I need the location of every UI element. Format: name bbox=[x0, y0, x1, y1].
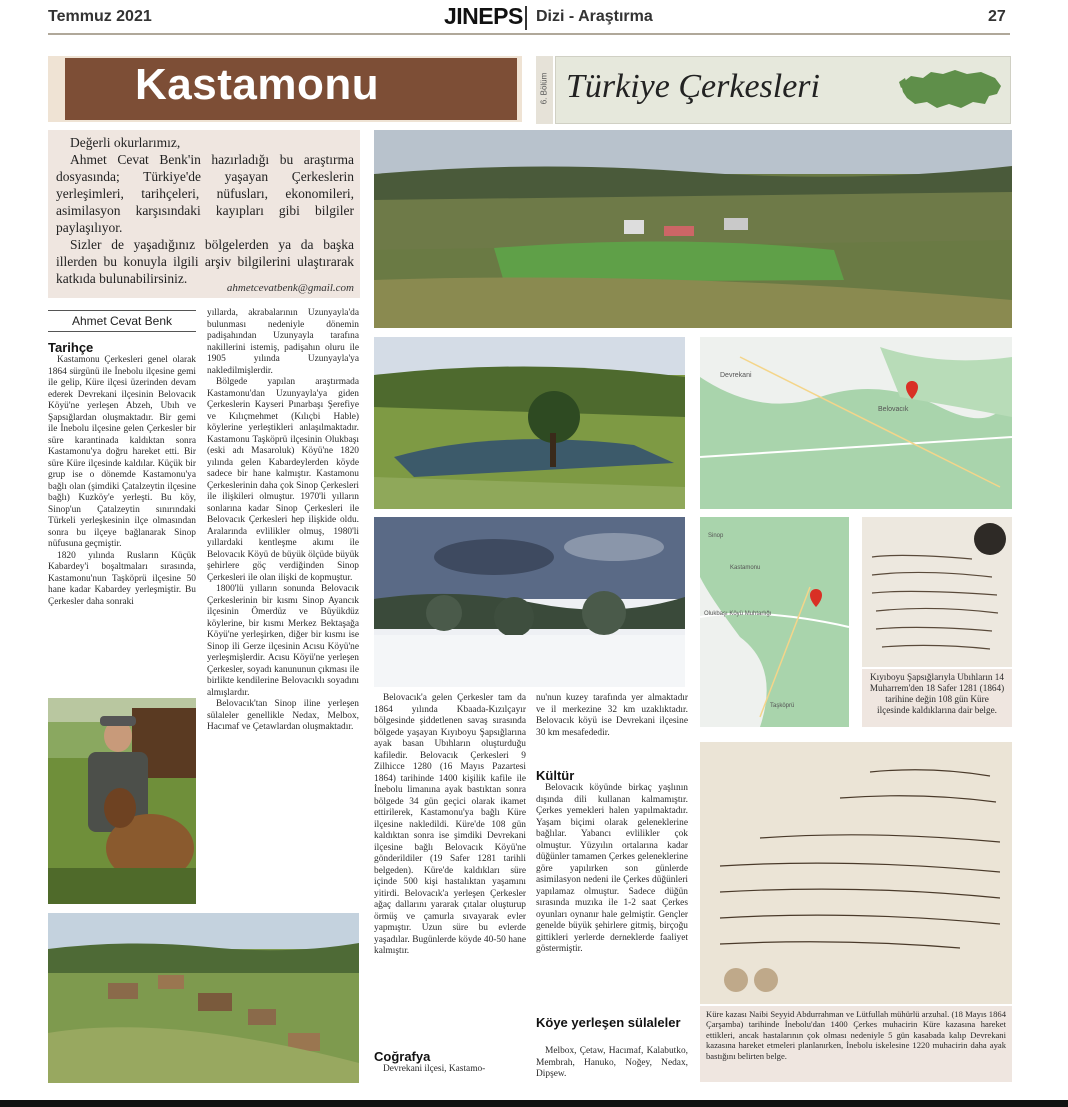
author-rule bbox=[48, 310, 196, 311]
header-separator bbox=[525, 6, 527, 30]
column-2 bbox=[207, 308, 359, 904]
series-title: Türkiye Çerkesleri bbox=[566, 68, 820, 105]
article-title: Kastamonu bbox=[135, 60, 380, 109]
column-1 bbox=[48, 355, 196, 691]
author-name: Ahmet Cevat Benk bbox=[71, 314, 173, 328]
photo-belovacik-landscape bbox=[374, 130, 1012, 328]
map-label: Sinop bbox=[708, 533, 724, 539]
column-3 bbox=[374, 693, 526, 1051]
newspaper-logo: JINEPS bbox=[444, 3, 523, 29]
header-rule bbox=[48, 33, 1010, 35]
map-label: Taşköprü bbox=[770, 703, 795, 709]
caption-doc-1: Kıyıboyu Şapsığlarıyla Ubıhların 14 Muharrem'den 18 Safer 1281 (1864) tarihine değin 108 gün Küre ilçesinde kaldıklarına dair belge. bbox=[862, 669, 1012, 727]
heading-cografya: Coğrafya bbox=[374, 1049, 431, 1064]
issue-date: Temmuz 2021 bbox=[48, 8, 152, 25]
turkey-map-icon bbox=[897, 62, 1005, 118]
column-4-culture bbox=[536, 783, 688, 1009]
paragraph: Belovacık köyünde birkaç yaşlının dışında dili kullanan kalmamıştır. Çerkes yemekleri halen yapılmaktadır. Yaşam biçimi olarak geleneklerine bağlılar. Yabancı evlilikler çok olmuştur. Yüzyılın ortalarına kadar düğünler tamamen Çerkes geleneklerine göre yapılırken son günlerde asimilasyon nedeni ile Çerkes düğünleri yapılamaz olmuştur. Sadece düğün sırasında muzıka ile 1-2 saat Çerkes oyunları oynanır hale gelmiştir. Gençler genelde büyük şehirlere gitmiş, birçoğu gittikleri yerlerde derneklerde faaliyet göstermiştir. bbox=[536, 783, 688, 954]
paragraph: Devrekani ilçesi, Kastamo- bbox=[383, 1064, 486, 1074]
map-label: Belovacık bbox=[878, 406, 909, 413]
intro-paragraph: Değerli okurlarımız, bbox=[70, 135, 181, 150]
photo-village-houses bbox=[48, 913, 359, 1083]
caption-doc-2: Küre kazası Naibi Seyyid Abdurrahman ve Lütfullah mühürlü arzuhal. (18 Mayıs 1864 Çarşamba) tarihinde İnebolu'dan 1400 Çerkes muhacirin Küre kazasına hareket ettikleri, ancak hastalarının çok olması nedeniyle 5 gün kasabada kalıp Devrekani kazasına hareket etmeleri planlanırken, İnebolu iskelesine 1220 muhacirin daha ayak bastığını belirten belge. bbox=[700, 1006, 1012, 1082]
paragraph: Belovacık'tan Sinop iline yerleşen sülaleler genellikle Nedax, Melbox, Hacımaf ve Çetawlardan oluşmaktadır. bbox=[207, 699, 359, 732]
paragraph: Melbox, Çetaw, Hacımaf, Kalabutko, Membrah, Hanuko, Noğey, Nedax, Dipşew. bbox=[536, 1046, 688, 1079]
intro-text bbox=[56, 134, 354, 287]
photo-lake bbox=[374, 337, 685, 509]
paragraph: 1820 yılında Rusların Küçük Kabardey'i boşaltmaları sırasında, Kastamonu'nun Taşköprü ilçesine 50 hane kadar Kabardey yerleşmiştir. Bu Çerkesler daha sonraki bbox=[48, 550, 196, 607]
heading-families: Köye yerleşen sülaleler bbox=[536, 1015, 681, 1030]
intro-paragraph: Ahmet Cevat Benk'in hazırladığı bu araştırma dosyasında; Türkiye'de yaşayan Çerkeslerin yerleşimleri, tarihçeleri, nüfusları, ekonomileri, asimilasyon karşısındaki kayıpları gibi bilgiler paylaşılıyor. bbox=[56, 152, 354, 235]
map-label: Devrekani bbox=[720, 372, 752, 379]
column-3-geo bbox=[374, 1064, 526, 1078]
paragraph: Bölgede yapılan araştırmada Kastamonu'dan Uzunyayla'ya giden Çerkeslerin Kayseri Pınarbaşı Şerefiye ve Kılıçmehmet (Kılıçbi Hable) köylerine yerleştikleri anlaşılmaktadır. Kastamonu Taşköprü ilçesinin Olukbaşı (eski adı Masaroluk) Köyü'ne 1820 yılında gelen Kabardeylerden köyde sadece bir hane kalmıştır. Kastamonu Çerkeslerinin daha çok Sinop Çerkesleri ile ilişkileri olmuştur. 1970'li yılların sonlarına kadar Sinop Çerkesleri ile Belovacık Çerkesleri hep ilişkide oldu. Aralarında evlilikler olmuş, 1980'li yıllardaki kentleşme akımı ile Belovacık Köyü de büyük ölçüde büyük şehirlere göç verdiğinden Sinop Çerkesleri ile olan ilişki de kopmuştur. bbox=[207, 377, 359, 583]
paragraph: Kastamonu Çerkesleri genel olarak 1864 sürgünü ile İnebolu ilçesine gemi ile gelip, Küre ilçesi üzerinden devam ederek Devrekani ilçesinin Belovacık Köyü'ne yerleşen Abzeh, Ubıh ve Şapsığlardan oluşmaktadır. Bir gemi ile İnebolu ilçesine gelen Çerkesler bir süre karantinada kaldıktan sonra Kastamonu'ya doğru hareket etti. Bir süre Küre ilçesinde kaldılar. Küçük bir grup ise o dönemde Kastamonu'ya bağlı olan (şimdiki Çatalzeytin ilçesine bağlı) Kuzköy'e yerleşti. Bu köy, Sinop'un Çatalzeytin sınırındaki Türkeli yerleşkesinin ilçe olmasından sonra bu ilçeye bağlanarak Sinop nüfusuna geçmiştir. bbox=[48, 355, 196, 549]
section-label: Dizi - Araştırma bbox=[536, 8, 653, 25]
heading-tarihce: Tarihçe bbox=[48, 340, 94, 355]
map-region bbox=[700, 337, 1012, 509]
map-label: Olukbaşı Köyü Muhtarlığı bbox=[704, 611, 772, 617]
author-rule bbox=[48, 331, 196, 332]
author-email[interactable]: ahmetcevatbenk@gmail.com bbox=[226, 282, 354, 294]
photo-man-with-dog bbox=[48, 698, 196, 904]
heading-kultur: Kültür bbox=[536, 768, 575, 783]
map-local bbox=[700, 517, 849, 727]
series-label: 6. Bölüm bbox=[539, 72, 549, 105]
column-4-geo bbox=[536, 693, 688, 753]
photo-snow bbox=[374, 517, 685, 687]
map-label: Kastamonu bbox=[730, 565, 761, 571]
paragraph: 1800'lü yılların sonunda Belovacık Çerkeslerinin bir kısmı Sinop Ayancık ilçesinin Ömerdüz ve Büyükdüz köylerine, bir kısmı Merkez Bektaşağa Köyü'ne yerleşirken, diğer bir kısmı ise Sinop ili Gerze ilçesinin Acısu Köyü'ne yerleşmişlerdir. Acısu Köyü'ne yerleşen Çerkesler, soyadı kanununun çıkması ile birlikte kendilerine Belovacıklı soyadını almışlardır. bbox=[207, 584, 359, 698]
page-bottom-border bbox=[0, 1100, 1068, 1107]
page-number: 27 bbox=[988, 8, 1006, 25]
family-list bbox=[536, 1046, 688, 1084]
paragraph: nu'nun kuzey tarafında yer almaktadır ve il merkezine 32 km uzaklıktadır. Belovacık köyü ise Devrekani ilçesine 30 km mesafededir. bbox=[536, 693, 688, 738]
paragraph: Belovacık'a gelen Çerkesler tam da 1864 yılında Kbaada-Kızılçayır bölgesinde şiddetlenen savaş sırasında bölgede yaşayan Kıyıboyu Şapsığlarına ayak basan Ubıhların oluşturduğu kafiledir. Belovacık Çerkesleri 9 Zilhicce 1280 (16 Mayıs Pazartesi 1864) tarihinde 1400 kişilik kafile ile İnebolu limanına ayak bastıktan sonra bölgede 34 gün geçici olarak ikamet ettirilerek, Kastamonu'ya bağlı Küre ilçesine nakledildi. Küre'de 108 gün kaldıktan sonra ise şimdiki Devrekani ilçesine bağlı Belovacık Köyü'ne gönderildiler (19 Safer 1281 tarihli belgeden). Küre'de kaldıkları süre içinde 500 kişi hastalıktan yaşamını yitirdi. Belovacık'a yerleşen Çerkesler ağaç dallarını yararak çıtalar oluşturup örmüş ve çamurla sıvayarak evler yapmıştır. Uzun süre bu evlerde yaşadılar. Bugünlerde köyde 40-50 hane kalmıştır. bbox=[374, 693, 526, 956]
paragraph: yıllarda, akrabalarının Uzunyayla'da bulunması nedeniyle dönemin padişahından Uzunyayla tarafına nakillerini istemiş, padişahın oluru ile 1905 yılında Uzunyayla'ya nakledilmişlerdir. bbox=[207, 308, 359, 376]
ottoman-document-2 bbox=[700, 742, 1012, 1004]
intro-paragraph: Sizler de yaşadığınız bölgelerden ya da başka illerden bu konuyla ilgili arşiv bilgilerini ulaştırarak katkıda bulunabilirsiniz. bbox=[56, 237, 354, 286]
ottoman-document-1 bbox=[862, 517, 1012, 667]
